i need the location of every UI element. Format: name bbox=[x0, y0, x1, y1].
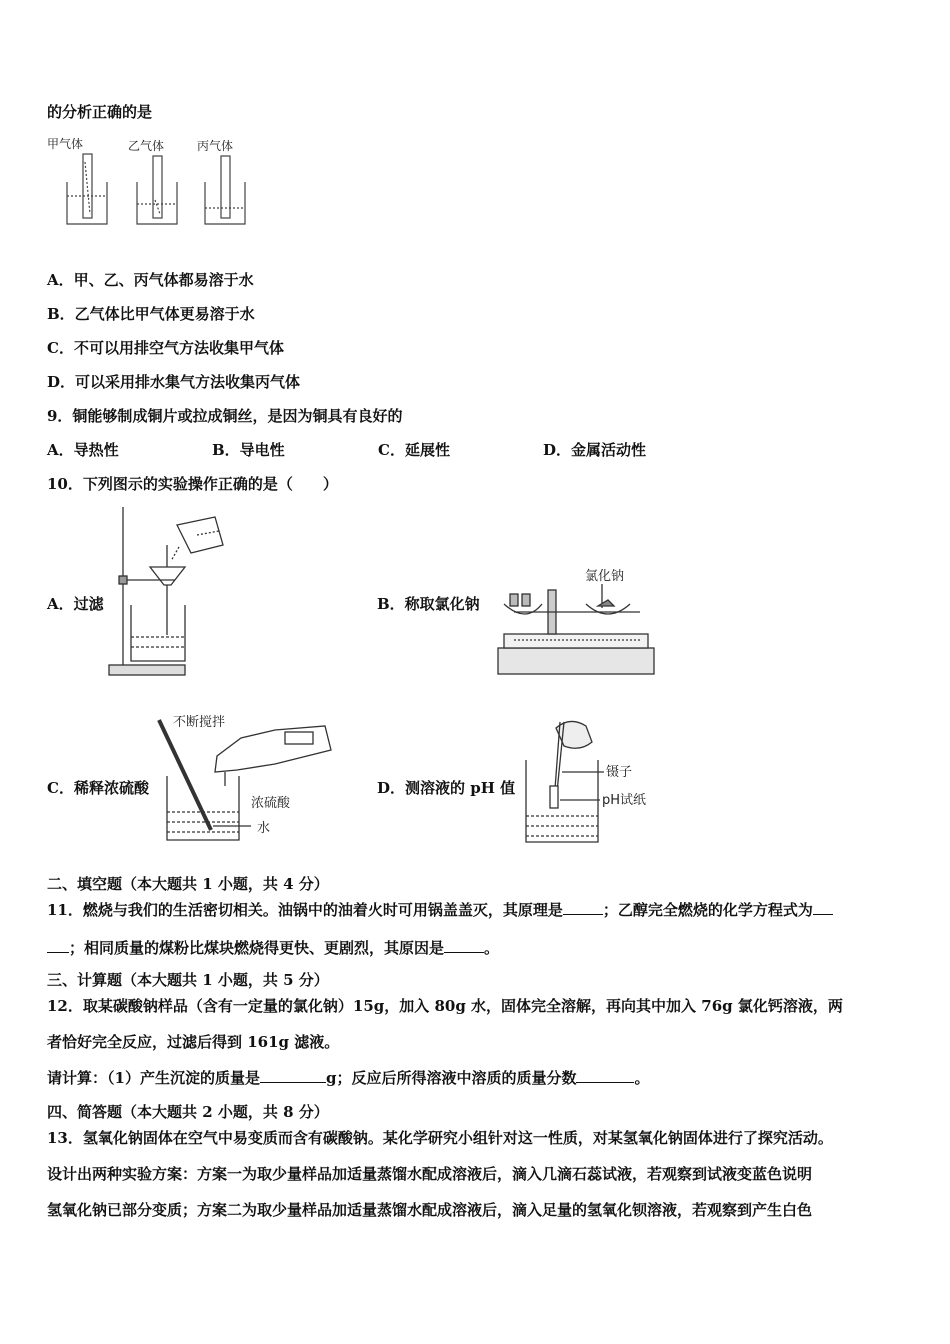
beaker-jia bbox=[67, 154, 107, 224]
q11-part3: ；相同质量的煤粉比煤块燃烧得更快、更剧烈，其原因是 bbox=[69, 939, 445, 957]
q11-end: 。 bbox=[484, 939, 500, 957]
q8-option-b: B．乙气体比甲气体更易溶于水 bbox=[47, 305, 255, 323]
label-nacl: 氯化钠 bbox=[585, 569, 625, 584]
q9-stem: 9．铜能够制成铜片或拉成铜丝，是因为铜具有良好的 bbox=[47, 407, 403, 425]
dilution-figure bbox=[155, 712, 355, 847]
label-gas-bing: 丙气体 bbox=[197, 139, 234, 153]
label-ph-paper: pH试纸 bbox=[602, 793, 647, 808]
filtration-figure bbox=[105, 505, 235, 677]
section3-title: 三、计算题（本大题共 1 小题，共 5 分） bbox=[47, 971, 329, 989]
q8-option-c: C．不可以用排空气方法收集甲气体 bbox=[47, 339, 284, 357]
q13-line2: 设计出两种实验方案：方案一为取少量样品加适量蒸馏水配成溶液后，滴入几滴石蕊试液，若观察到试液变蓝色说明 bbox=[47, 1165, 813, 1183]
label-acid: 浓硫酸 bbox=[251, 796, 291, 811]
q12-line2: 者恰好完全反应，过滤后得到 161g 滤液。 bbox=[47, 1033, 340, 1051]
q12-ask-part2: g；反应后所得溶液中溶质的质量分数 bbox=[325, 1069, 577, 1087]
q13-line3: 氢氧化钠已部分变质；方案二为取少量样品加适量蒸馏水配成溶液后，滴入足量的氢氧化钡溶液，若观察到产生白色 bbox=[47, 1201, 813, 1219]
q11-blank-reason[interactable] bbox=[444, 938, 484, 953]
balance-figure bbox=[490, 564, 660, 680]
q12-line1: 12．取某碳酸钠样品（含有一定量的氯化钠）15g，加入 80g 水，固体完全溶解，再向其中加入 76g 氯化钙溶液，两 bbox=[47, 997, 843, 1015]
q8-option-a: A．甲、乙、丙气体都易溶于水 bbox=[47, 271, 254, 289]
q11-line1 bbox=[47, 900, 833, 920]
beaker-yi bbox=[137, 156, 177, 224]
q12-ask bbox=[47, 1068, 649, 1088]
beaker-bing bbox=[205, 156, 245, 224]
q11-part1: 11．燃烧与我们的生活密切相关。油锅中的油着火时可用锅盖盖灭，其原理是 bbox=[47, 901, 563, 919]
q12-blank-precipitate[interactable] bbox=[260, 1068, 326, 1083]
q11-blank-equation[interactable] bbox=[813, 900, 833, 915]
label-tweezers: 镊子 bbox=[606, 765, 633, 780]
label-stir: 不断搅拌 bbox=[173, 715, 226, 730]
section4-title: 四、简答题（本大题共 2 小题，共 8 分） bbox=[47, 1103, 329, 1121]
q13-line1: 13．氢氧化钠固体在空气中易变质而含有碳酸钠。某化学研究小组针对这一性质，对某氢氧化钠固体进行了探究活动。 bbox=[47, 1129, 833, 1147]
q8-stem-tail: 的分析正确的是 bbox=[47, 103, 153, 121]
q9-option-c: C．延展性 bbox=[378, 441, 450, 459]
q10-stem: 10．下列图示的实验操作正确的是（ ） bbox=[47, 475, 338, 493]
label-gas-jia: 甲气体 bbox=[47, 137, 84, 151]
q9-option-a: A．导热性 bbox=[47, 441, 119, 459]
section2-title: 二、填空题（本大题共 1 小题，共 4 分） bbox=[47, 875, 329, 893]
q11-part2: ；乙醇完全燃烧的化学方程式为 bbox=[602, 901, 813, 919]
q12-ask-end: 。 bbox=[634, 1069, 650, 1087]
q10-option-b: B．称取氯化钠 bbox=[377, 595, 480, 613]
q9-option-d: D．金属活动性 bbox=[543, 441, 647, 459]
q10-option-d: D．测溶液的 pH 值 bbox=[377, 779, 516, 797]
label-water: 水 bbox=[257, 821, 271, 836]
q8-gas-tubes-figure bbox=[45, 134, 255, 230]
q11-line2 bbox=[47, 938, 499, 958]
q10-option-c: C．稀释浓硫酸 bbox=[47, 779, 149, 797]
q10-option-a: A．过滤 bbox=[47, 595, 104, 613]
q12-ask-part1: 请计算：（1）产生沉淀的质量是 bbox=[47, 1069, 260, 1087]
q12-blank-fraction[interactable] bbox=[576, 1068, 634, 1083]
q9-option-b: B．导电性 bbox=[212, 441, 285, 459]
q8-option-d: D．可以采用排水集气方法收集丙气体 bbox=[47, 373, 301, 391]
q11-blank-principle[interactable] bbox=[563, 900, 603, 915]
q11-blank-equation-cont[interactable] bbox=[47, 938, 69, 953]
label-gas-yi: 乙气体 bbox=[128, 139, 165, 153]
ph-test-figure bbox=[520, 712, 670, 847]
